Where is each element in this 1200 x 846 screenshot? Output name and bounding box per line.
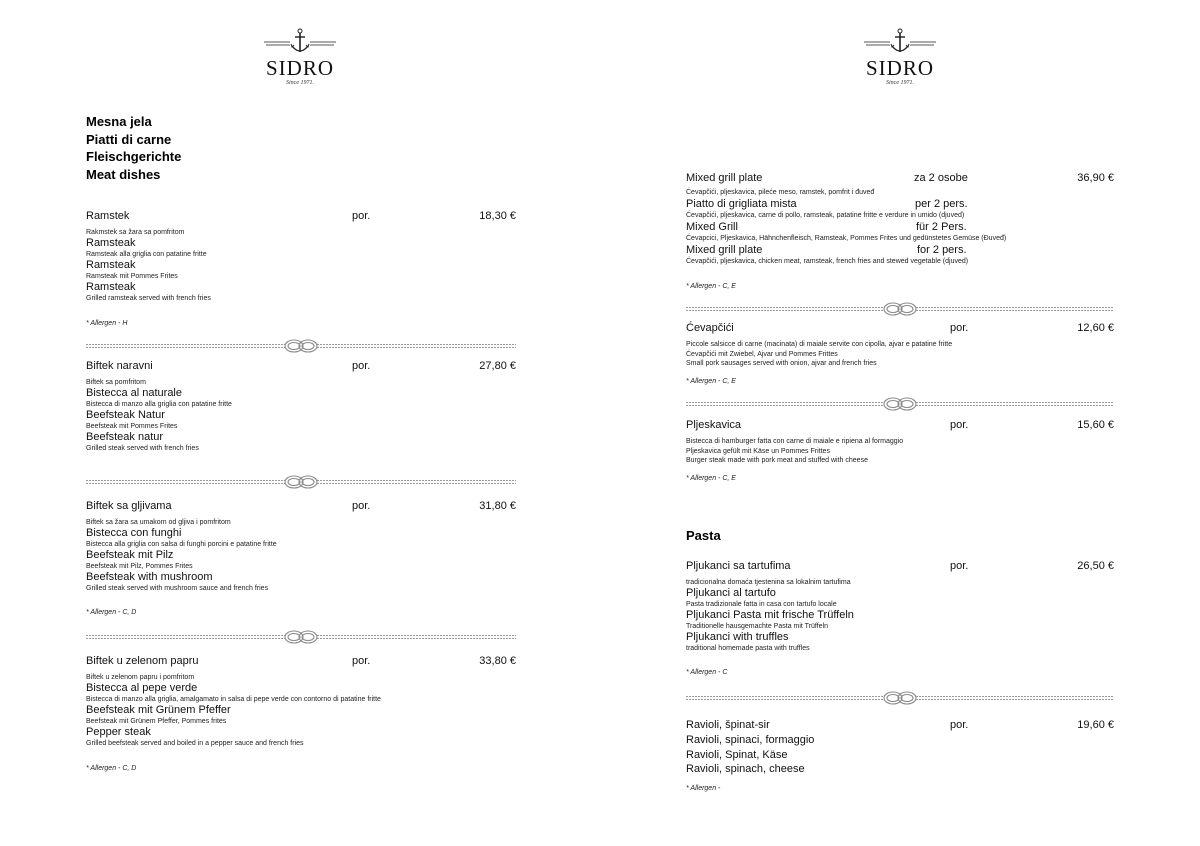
heading-line: Fleischgerichte (86, 149, 182, 164)
item-name: Biftek naravni (86, 360, 153, 372)
item-description: Rakmstek sa žara sa pomfritom (86, 229, 185, 236)
item-portion: por. (352, 500, 371, 512)
item-description: Biftek sa pomfritom (86, 379, 146, 386)
item-portion: za 2 osobe (914, 172, 968, 184)
item-translation: Ravioli, spinaci, formaggio (686, 734, 815, 746)
item-translation: Pljukanci al tartufo (686, 587, 776, 599)
menu-item-biftek-papar (86, 653, 516, 748)
item-portion: por. (950, 560, 969, 572)
item-translation: Bistecca al naturale (86, 387, 182, 399)
item-price: 26,50 € (1077, 560, 1114, 572)
allergen-note: * Allergen - C, D (86, 609, 137, 616)
rope-divider (686, 396, 1114, 412)
anchor-icon (864, 28, 936, 56)
item-name: Biftek u zelenom papru (86, 655, 199, 667)
menu-item-ravioli (686, 717, 1114, 777)
rope-knot-icon (686, 690, 1114, 706)
rope-divider (86, 629, 516, 645)
rope-divider (686, 690, 1114, 706)
item-description: Biftek u zelenom papru i pomfritom (86, 674, 195, 681)
heading-line: Mesna jela (86, 114, 152, 129)
menu-item-biftek-gljive (86, 498, 516, 593)
menu-item-pljeskavica (686, 417, 1114, 466)
item-translation: Ramsteak (86, 259, 136, 271)
item-portion: por. (352, 210, 371, 222)
item-description: Ćevapčići, pljeskavica, pileće meso, ramstek, pomfrit i đuveđ (686, 189, 875, 196)
item-name: Biftek sa gljivama (86, 500, 172, 512)
rope-divider (686, 301, 1114, 317)
item-portion: por. (950, 322, 969, 334)
item-price: 31,80 € (479, 500, 516, 512)
item-name: Mixed grill plate (686, 172, 763, 184)
item-price: 18,30 € (479, 210, 516, 222)
item-translation: Beefsteak with mushroom (86, 571, 213, 583)
rope-divider (86, 338, 516, 354)
section-heading-meat (86, 113, 181, 183)
item-price: 27,80 € (479, 360, 516, 372)
item-description: Ramsteak alla griglia con patatine fritte (86, 251, 207, 258)
allergen-note: * Allergen - C, E (686, 283, 736, 290)
item-description: Piccole salsicce di carne (macinata) di maiale servite con cipolla, ajvar e patatine fritte (686, 341, 953, 348)
item-description: Beefsteak mit Grünem Pfeffer, Pommes frites (86, 718, 227, 725)
item-name: Pljeskavica (686, 419, 742, 431)
item-portion: for 2 pers. (917, 244, 967, 256)
item-translation: Pljukanci Pasta mit frische Trüffeln (686, 609, 854, 621)
rope-knot-icon (86, 338, 516, 354)
item-translation: Ramsteak (86, 281, 136, 293)
allergen-note: * Allergen - H (86, 320, 128, 327)
item-description: Beefsteak mit Pilz, Pommes Frites (86, 563, 193, 570)
item-description: Traditionelle hausgemachte Pasta mit Trüffeln (686, 623, 829, 630)
item-portion: per 2 pers. (915, 198, 968, 210)
item-price: 12,60 € (1077, 322, 1114, 334)
item-portion: por. (950, 419, 969, 431)
item-translation: Ramsteak (86, 237, 136, 249)
menu-item-ramstek (86, 208, 516, 303)
item-description: Ćevapčići mit Zwiebel, Ajvar und Pommes Frittes (686, 350, 838, 358)
item-description: tradicionalna domaća tjestenina sa lokalnim tartufima (686, 579, 851, 586)
allergen-note: * Allergen - (686, 785, 721, 792)
allergen-note: * Allergen - C, D (86, 765, 137, 772)
sidro-logo (0, 28, 600, 87)
item-description: Bistecca di manzo alla griglia con patatine fritte (86, 401, 232, 408)
item-translation: Beefsteak natur (86, 431, 164, 443)
item-translation: Pljukanci with truffles (686, 631, 789, 643)
allergen-note: * Allergen - C (686, 669, 728, 676)
item-description: Bistecca di manzo alla griglia, amalgamato in salsa di pepe verde con contorno di patatine fritte (86, 696, 381, 703)
item-translation: Ravioli, spinach, cheese (686, 763, 805, 775)
item-description: Grilled ramsteak served with french fries (86, 295, 211, 302)
section-heading-pasta: Pasta (686, 528, 721, 543)
item-description: Ramsteak mit Pommes Frites (86, 273, 178, 280)
item-description: Ćevapcici, Pljeskavica, Hähnchenfleisch, Ramsteak, Pommes Frites und gedünstetes Gemüse (Đuveđ) (686, 235, 1007, 242)
item-translation: Beefsteak mit Pilz (86, 549, 174, 561)
rope-knot-icon (686, 301, 1114, 317)
item-translation: Bistecca al pepe verde (86, 682, 198, 694)
item-name: Ramstek (86, 210, 130, 222)
item-price: 15,60 € (1077, 419, 1114, 431)
item-translation: Bistecca con funghi (86, 527, 182, 539)
item-description: Small pork sausages served with onion, ajvar and french fries (686, 360, 877, 367)
item-description: Ćevapčići, pljeskavica, chicken meat, ramsteak, french fries and stewed vegetable (djuved) (686, 258, 969, 265)
anchor-icon (264, 28, 336, 56)
item-description: Grilled beefsteak served and boiled in a pepper sauce and french fries (86, 740, 304, 747)
item-description: Bistecca di hamburger fatta con carne di maiale e ripiena al formaggio (686, 438, 904, 445)
item-description: traditional homemade pasta with truffles (686, 645, 810, 652)
item-translation: Ravioli, Spinat, Käse (686, 748, 788, 761)
item-description: Bistecca alla griglia con salsa di funghi porcini e patatine fritte (86, 541, 277, 548)
menu-item-biftek-naravni (86, 358, 516, 453)
item-description: Grilled steak served with mushroom sauce and french fries (86, 585, 269, 592)
item-description: Biftek sa žara sa umakom od gljiva i pomfritom (86, 519, 231, 526)
menu-item-pljukanci (686, 558, 1114, 653)
item-translation: Piatto di grigliata mista (686, 198, 797, 210)
item-portion: por. (950, 719, 969, 731)
item-translation: Beefsteak mit Grünem Pfeffer (86, 704, 231, 716)
item-description: Beefsteak mit Pommes Frites (86, 423, 178, 430)
rope-knot-icon (686, 396, 1114, 412)
rope-knot-icon (86, 629, 516, 645)
item-price: 19,60 € (1077, 719, 1114, 731)
allergen-note: * Allergen - C, E (686, 475, 736, 482)
rope-divider (86, 474, 516, 490)
item-name: Ravioli, špinat-sir (686, 719, 770, 731)
allergen-note: * Allergen - C, E (686, 378, 736, 385)
item-portion: por. (352, 360, 371, 372)
brand-since: Since 1971. (886, 80, 914, 86)
menu-item-mixed-grill (686, 172, 1114, 266)
heading-line: Piatti di carne (86, 131, 172, 147)
item-translation: Mixed grill plate (686, 244, 763, 256)
item-name: Pljukanci sa tartufima (686, 560, 791, 572)
item-description: Ćevapčići, pljeskavica, carne di pollo, ramsteak, patatine fritte e verdure in umido (djuved) (686, 212, 965, 219)
item-translation: Mixed Grill (686, 221, 738, 233)
item-translation: Pepper steak (86, 726, 151, 738)
item-description: Burger steak made with pork meat and stuffed with cheese (686, 457, 868, 464)
brand-since: Since 1971. (286, 80, 314, 86)
item-portion: por. (352, 655, 371, 667)
rope-knot-icon (86, 474, 516, 490)
item-description: Grilled steak served with french fries (86, 445, 199, 452)
heading-line: Meat dishes (86, 166, 161, 182)
item-price: 36,90 € (1077, 172, 1114, 184)
item-portion: für 2 Pers. (916, 221, 967, 233)
item-name: Ćevapčići (686, 322, 734, 334)
item-description: Pasta tradizionale fatta in casa con tartufo locale (686, 601, 837, 608)
brand-name: SIDRO (865, 56, 934, 80)
menu-page-right (600, 0, 1200, 846)
sidro-logo (600, 28, 1200, 87)
menu-item-cevapcici (686, 320, 1114, 369)
brand-name: SIDRO (265, 56, 334, 80)
item-price: 33,80 € (479, 655, 516, 667)
item-translation: Beefsteak Natur (86, 409, 165, 421)
item-description: Pljeskavica gefült mit Käse un Pommes Frittes (686, 447, 830, 455)
